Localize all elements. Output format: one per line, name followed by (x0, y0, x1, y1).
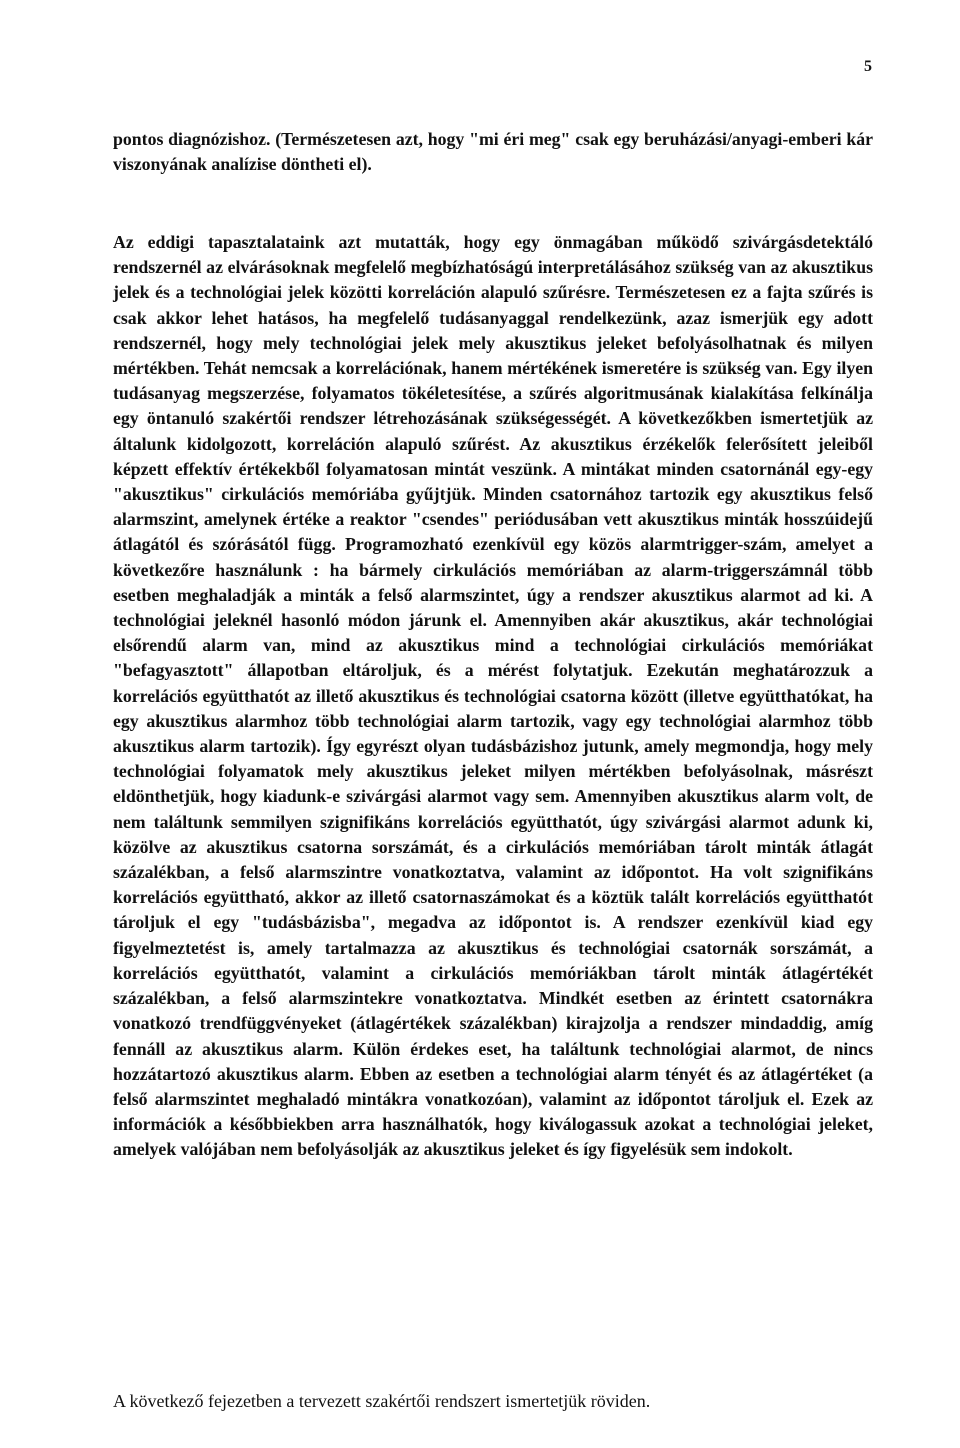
paragraph-intro: pontos diagnózishoz. (Természetesen azt, hogy "mi éri meg" csak egy beruházási/anyagi-emberi kár viszonyának analízise döntheti el). (113, 129, 873, 174)
page-number: 5 (864, 58, 872, 75)
paragraph-closing: A következő fejezetben a tervezett szakértői rendszert ismertetjük röviden. (113, 1391, 651, 1411)
paragraph-main: Az eddigi tapasztalataink azt mutatták, hogy egy önmagában működő szivárgásdetektáló rendszernél az elvárásoknak megfelelő megbízhatóságú interpretálásához szükség van az akusztikus jelek és a technológiai jelek közötti korreláción alapuló szűrésre. Természetesen ez a fajta szűrés is csak akkor lehet hatásos, ha megfelelő tudásanyaggal rendelkezünk, azaz ismerjük egy adott rendszernél, hogy mely technológiai jelek mely akusztikus jeleket befolyásolhatnak és milyen mértékben. Tehát nemcsak a korrelációnak, hanem mértékének ismeretére is szükség van. Egy ilyen tudásanyag megszerzése, folyamatos tökéletesítése, a szűrés algoritmusának kialakítása felkínálja egy öntanuló szakértői rendszer létrehozásának szükségességét. A következőkben ismertetjük az általunk kidolgozott, korreláción alapuló szűrést. Az akusztikus érzékelők felerősített jeleiből képzett effektív értékekből folyamatosan mintát veszünk. A mintákat minden csatornánál egy-egy "akusztikus" cirkulációs memóriába gyűjtjük. Minden csatornához tartozik egy akusztikus felső alarmszint, amelynek értéke a reaktor "csendes" periódusában vett akusztikus minták hosszúidejű átlagától és szórásától függ. Programozható ezenkívül egy közös alarmtrigger-szám, amelyet a következőre használunk : ha bármely cirkulációs memóriában az alarm-triggerszámnál több esetben meghaladják a minták a felső alarmszintet, úgy a rendszer akusztikus alarmot ad ki. A technológiai jeleknél hasonló módon járunk el. Amennyiben akár akusztikus, akár technológiai elsőrendű alarm van, mind az akusztikus mind a technológiai cirkulációs memóriákat "befagyasztott" állapotban eltároljuk, és a mérést folytatjuk. Ezekután meghatározzuk a korrelációs együtthatót az illető akusztikus és technológiai csatorna között (illetve együtthatókat, ha egy akusztikus alarmhoz több technológiai alarm tartozik, vagy egy technológiai alarmhoz több akusztikus alarm tartozik). Így egyrészt olyan tudásbázishoz jutunk, amely megmondja, hogy mely technológiai folyamatok mely akusztikus jeleket milyen mértékben befolyásolnak, másrészt eldönthetjük, hogy kiadunk-e szivárgási alarmot vagy sem. Amennyiben akusztikus alarm volt, de nem találtunk semmilyen szignifikáns korrelációs együtthatót, úgy szivárgási alarmot adunk ki, közölve az akusztikus csatorna sorszámát, és a cirkulációs memóriában tárolt minták átlagát százalékban, a felső alarmszintre vonatkoztatva, valamint az időpontot. Ha volt szignifikáns korrelációs együttható, akkor az illető csatornaszámokat és a köztük talált korrelációs együtthatót tároljuk el egy "tudásbázisba", megadva az időpontot is. A rendszer ezenkívül kiad egy figyelmeztetést is, amely tartalmazza az akusztikus és technológiai csatornák sorszámát, a korrelációs együtthatót, valamint a cirkulációs memóriákban tárolt minták átlagértékét százalékban, a felső alarmszintekre vonatkoztatva. Mindkét esetben az érintett csatornákra vonatkozó trendfüggvényeket (átlagértékek százalékban) kirajzolja a rendszer mindaddig, amíg fennáll az akusztikus alarm. Külön érdekes eset, ha találtunk technológiai alarmot, de nincs hozzátartozó akusztikus alarm. Ebben az esetben a technológiai alarm tényét és az átlagértéket (a felső alarmszintet meghaladó mintákra vonatkozóan), valamint az időpontot tároljuk el. Ezek az információk a későbbiekben arra használhatók, hogy kiválogassuk azokat a technológiai jeleket, amelyek valójában nem befolyásolják az akusztikus jeleket és így figyelésük sem indokolt. (113, 232, 873, 1160)
